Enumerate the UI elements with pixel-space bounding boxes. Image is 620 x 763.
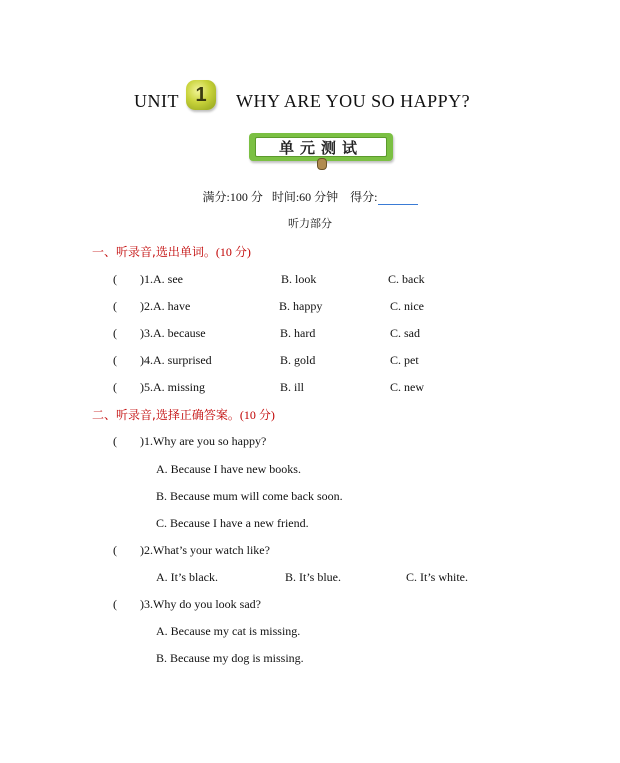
option-b: B. It’s blue.: [285, 570, 341, 584]
question-text: )1.Why are you so happy?: [140, 434, 267, 448]
answer-paren: (: [113, 597, 117, 611]
option-a: A. Because I have new books.: [156, 462, 301, 476]
option-b: B. hard: [280, 326, 316, 340]
unit-test-badge: [249, 133, 393, 161]
option-a: A. It’s black.: [156, 570, 218, 584]
option-c: C. It’s white.: [406, 570, 468, 584]
unit-title-row: [0, 80, 620, 120]
section2-points: (10 分): [239, 408, 275, 422]
section2-heading: [92, 406, 275, 423]
section1-points: (10 分): [215, 245, 251, 259]
option-b: B. gold: [280, 353, 316, 367]
question-text: )3.Why do you look sad?: [140, 597, 261, 611]
option-b: B. ill: [280, 380, 305, 394]
option-c: C. nice: [390, 299, 424, 313]
option-c: C. sad: [390, 326, 420, 340]
question-text: )2.What’s your watch like?: [140, 543, 270, 557]
answer-paren: (: [113, 434, 117, 448]
option-c: C. back: [388, 272, 425, 286]
option-a: )3.A. because: [140, 326, 206, 340]
unit-word: UNIT: [134, 91, 179, 111]
option-b: B. happy: [279, 299, 323, 313]
section1-title: 一、听录音,选出单词。: [92, 245, 216, 259]
option-c: C. pet: [390, 353, 419, 367]
score-blank[interactable]: [378, 192, 418, 205]
answer-paren: (: [113, 326, 117, 340]
option-a: )2.A. have: [140, 299, 191, 313]
option-b: B. Because mum will come back soon.: [156, 489, 343, 503]
unit-title: WHY ARE YOU SO HAPPY?: [236, 91, 471, 111]
option-a: )4.A. surprised: [140, 353, 212, 367]
answer-paren: (: [113, 272, 117, 286]
unit-test-label: 单元测试: [255, 137, 387, 157]
section1-heading: [92, 243, 251, 260]
answer-paren: (: [113, 543, 117, 557]
option-c: C. Because I have a new friend.: [156, 516, 309, 530]
unit-number: 1: [195, 83, 207, 106]
time-limit: 时间:60 分钟: [271, 190, 339, 204]
answer-paren: (: [113, 353, 117, 367]
score-info: [0, 188, 620, 205]
pin-icon: [317, 158, 327, 170]
answer-paren: (: [113, 299, 117, 313]
listening-part-label: 听力部分: [288, 218, 332, 230]
unit-number-badge: [186, 80, 216, 110]
option-a: )5.A. missing: [140, 380, 206, 394]
score-label: 得分:: [350, 190, 378, 204]
full-score: 满分:100 分: [202, 190, 263, 204]
answer-paren: (: [113, 380, 117, 394]
option-a: )1.A. see: [140, 272, 183, 286]
option-b: B. look: [281, 272, 317, 286]
section2-title: 二、听录音,选择正确答案。: [92, 408, 240, 422]
option-b: B. Because my dog is missing.: [156, 651, 304, 665]
option-c: C. new: [390, 380, 424, 394]
option-a: A. Because my cat is missing.: [156, 624, 301, 638]
